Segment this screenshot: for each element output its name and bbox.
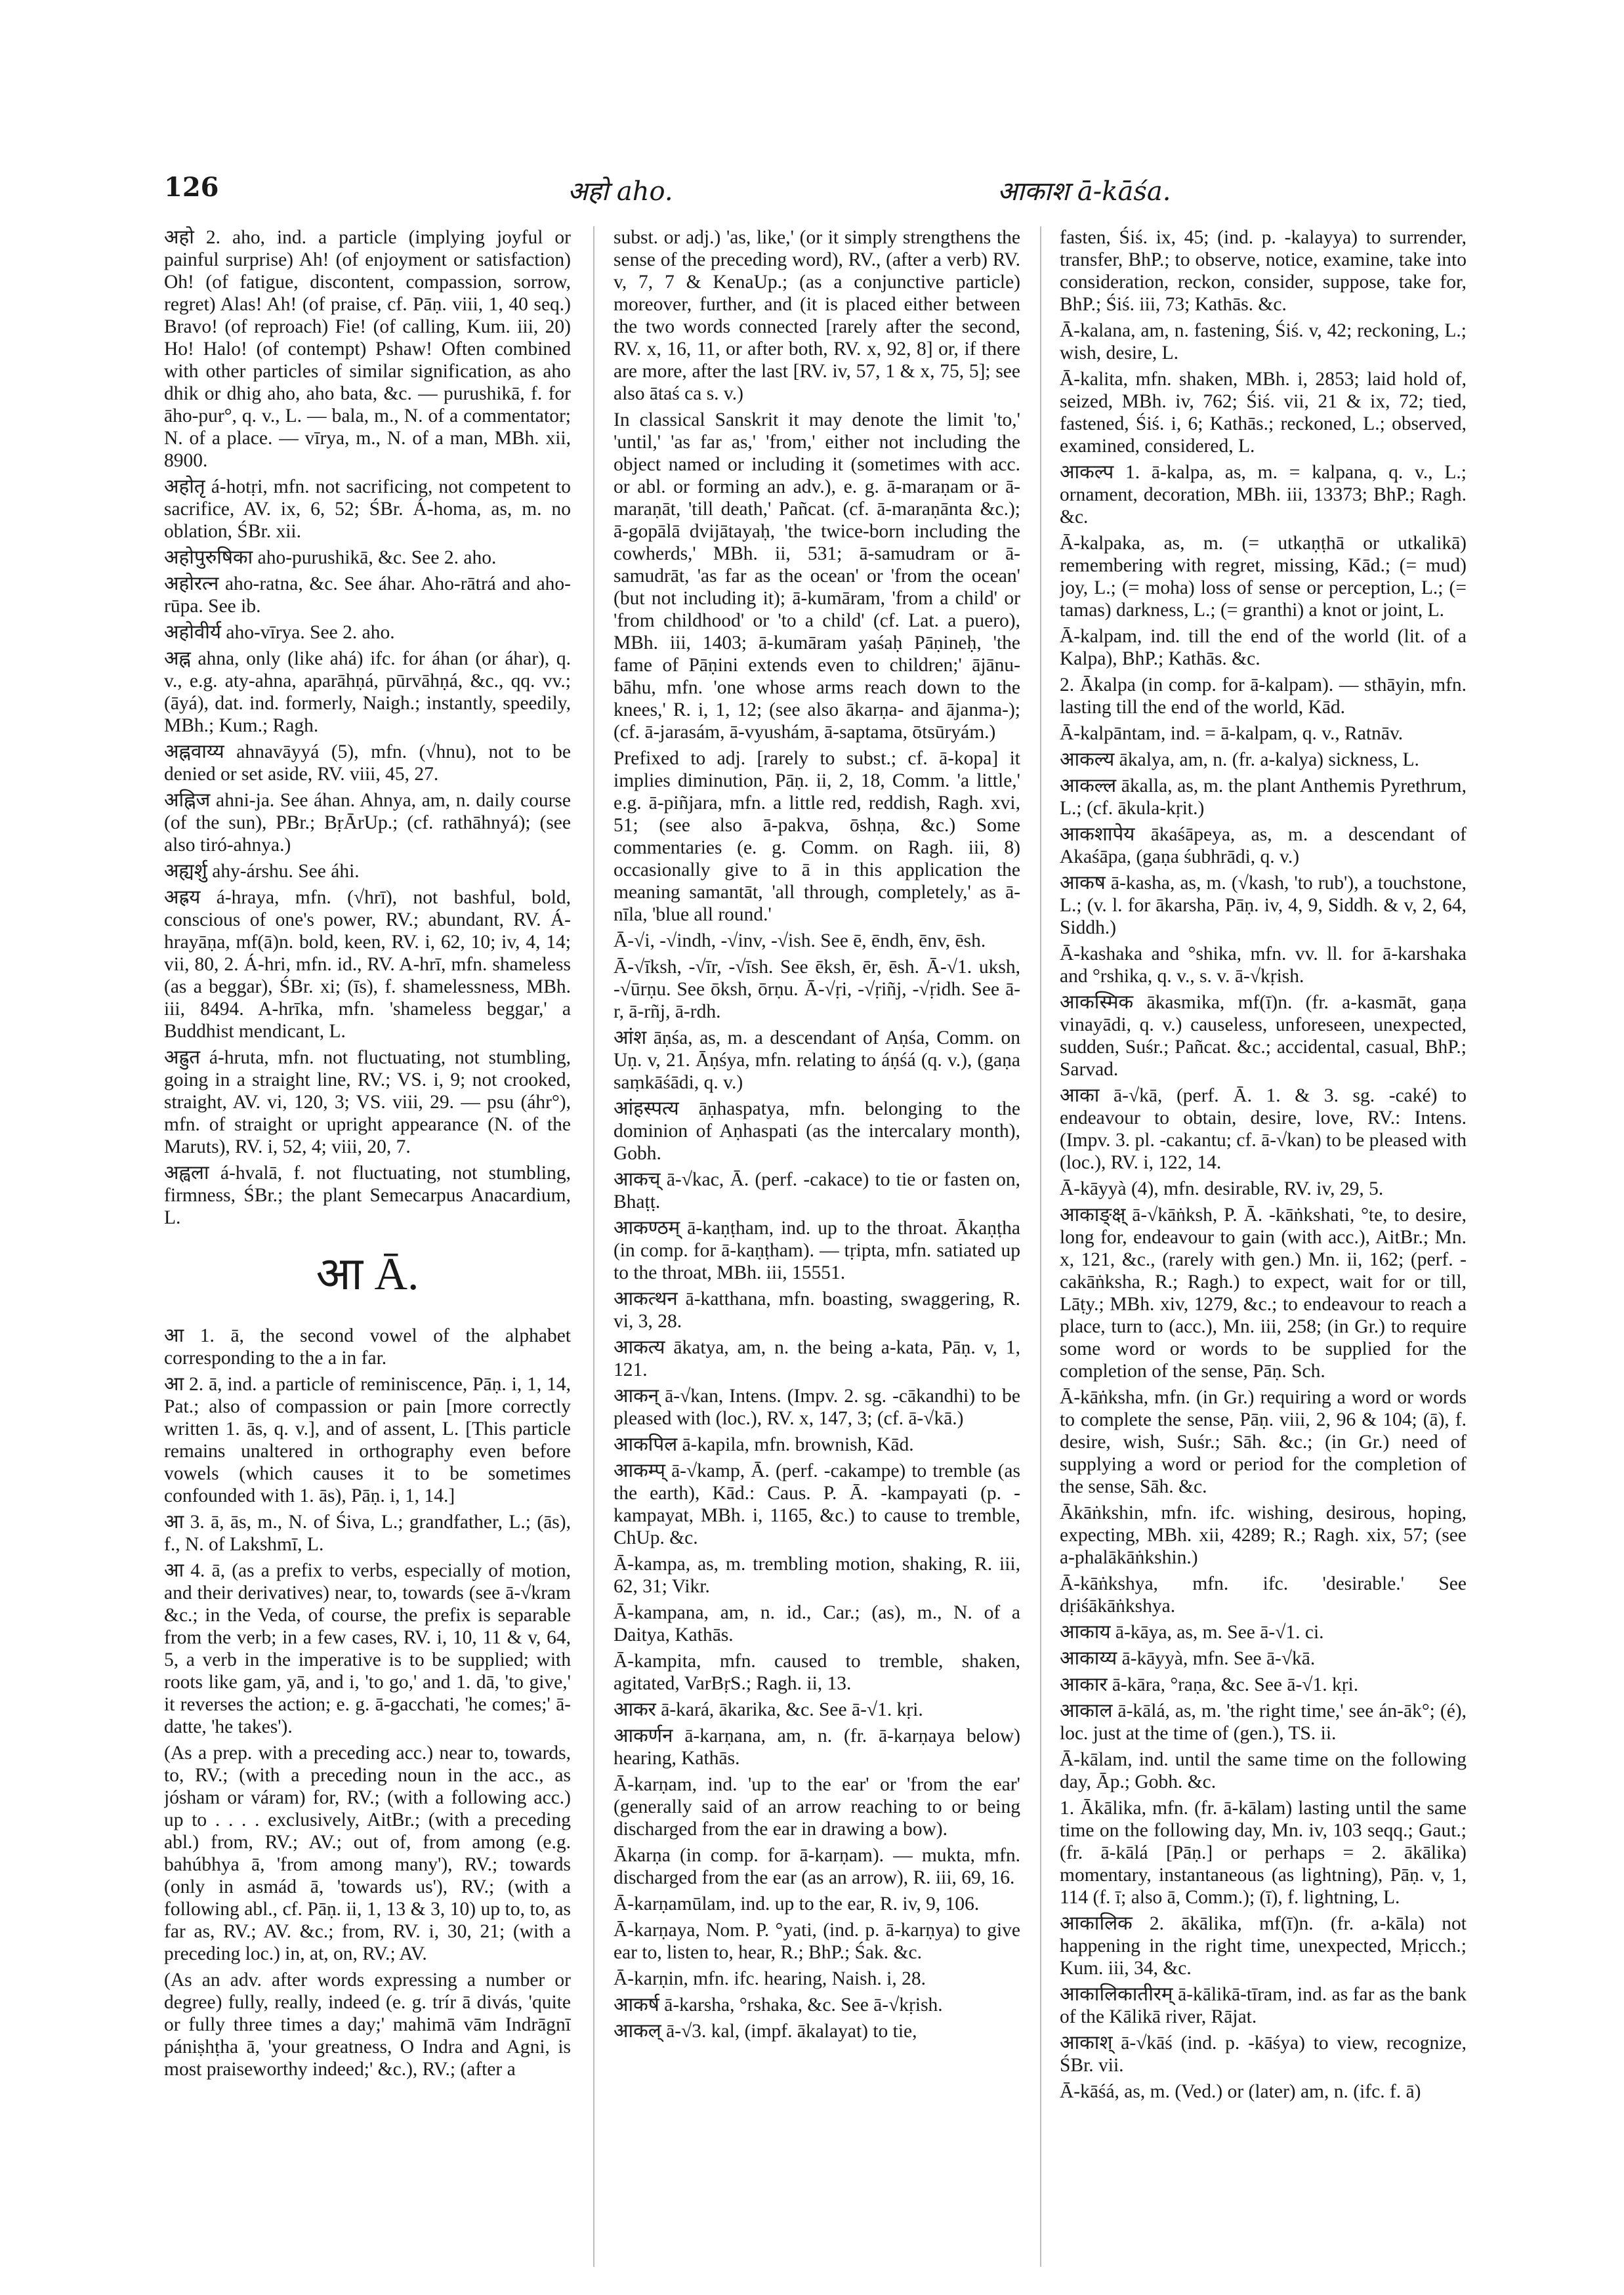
dictionary-entry: Ā-kalpam, ind. till the end of the world (lit. of a Kalpa), BhP.; Kathās. &c.	[1060, 626, 1467, 669]
dictionary-entry: आकाश् ā-√kāś (ind. p. -kāśya) to view, recognize, ŚBr. vii.	[1060, 2033, 1467, 2076]
dictionary-entry: Ā-kalita, mfn. shaken, MBh. i, 2853; laid hold of, seized, MBh. iv, 762; Śiś. vii, 21 & ix, 72; tied, fastened, Śiś. i, 6; Kathās.; reckoned, L.; observed, examined, considered, L.	[1060, 369, 1467, 457]
dictionary-entry: अह्रय á-hraya, mfn. (√hrī), not bashful, bold, conscious of one's power, RV.; abundant, RV. Á-hrayāṇa, mf(ā)n. bold, keen, RV. i, 62, 10; iv, 4, 14; vii, 80, 2. Á-hri, mfn. id., RV. A-hrī, mfn. shameless (as a beggar), ŚBr. xi; (īs), f. shamelessness, MBh. iii, 8494. A-hrīka, mfn. 'shameless beggar,' a Buddhist mendicant, L.	[164, 887, 571, 1042]
dictionary-entry: आका ā-√kā, (perf. Ā. 1. & 3. sg. -caké) to endeavour to obtain, desire, love, RV.: Intens. (Impv. 3. pl. -cakantu; cf. ā-√kan) to be pleased with (loc.), RV. i, 122, 14.	[1060, 1085, 1467, 1173]
dictionary-entry: Ā-karṇamūlam, ind. up to the ear, R. iv, 9, 106.	[614, 1893, 980, 1914]
dictionary-entry: अहो 2. aho, ind. a particle (implying joyful or painful surprise) Ah! (of enjoyment or satisfaction) Oh! (of fatigue, discontent, compassion, sorrow, regret) Alas! Ah! (of praise, cf. Pāṇ. viii, 1, 40 seq.) Bravo! (of reproach) Fie! (of calling, Kum. iii, 20) Ho! Halo! (of contempt) Pshaw! Often combined with other particles of similar signification, as aho dhik or dhig aho, aho bata, &c. — purushikā, f. for āho-pur°, q. v., L. — bala, m., N. of a commentator; N. of a place. — vīrya, m., N. of a man, MBh. xii, 8900.	[164, 227, 571, 471]
dictionary-entry: Ā-kampita, mfn. caused to tremble, shaken, agitated, VarBṛS.; Ragh. ii, 13.	[614, 1651, 1020, 1694]
dictionary-entry: 1. Ākālika, mfn. (fr. ā-kālam) lasting until the same time on the following day, Mn. iv, 103 seqq.; Gaut.; (fr. ā-kālá [Pāṇ.] or perhaps = 2. ākālika) momentary, instantaneous (as lightning), Pāṇ. v, 1, 114 (f. ī; also ā, Comm.); (ī), f. lightning, L.	[1060, 1798, 1467, 1908]
dictionary-entry: आकल्ल ākalla, as, m. the plant Anthemis Pyrethrum, L.; (cf. ākula-kṛit.)	[1060, 775, 1467, 819]
dictionary-entry: आ 4. ā, (as a prefix to verbs, especially of motion, and their derivatives) near, to, towards (see ā-√kram &c.; in the Veda, of course, the prefix is separable from the verb; in a few cases, RV. i, 10, 11 & v, 64, 5, a verb in the imperative is to be supplied; with roots like gam, yā, and i, 'to go,' and 1. dā, 'to give,' it reverses the action; e. g. ā-gacchati, 'he comes;' ā-datte, 'he takes').	[164, 1560, 571, 1737]
dictionary-entry: Ā-karṇaya, Nom. P. °yati, (ind. p. ā-karṇya) to give ear to, listen to, hear, R.; BhP.; Śak. &c.	[614, 1920, 1020, 1963]
dictionary-entry: आकस्मिक ākasmika, mf(ī)n. (fr. a-kasmāt, gaṇa vinayādi, q. v.) causeless, unforeseen, unexpected, sudden, Suśr.; Pañcat. &c.; accidental, casual, BhP.; Sarvad.	[1060, 992, 1467, 1080]
dictionary-entry: आकार ā-kāra, °raṇa, &c. See ā-√1. kṛi.	[1060, 1674, 1359, 1695]
dictionary-entry: अह्वला á-hvalā, f. not fluctuating, not stumbling, firmness, ŚBr.; the plant Semecarpus Anacardium, L.	[164, 1163, 571, 1228]
dictionary-entry: आकत्थन ā-katthana, mfn. boasting, swaggering, R. vi, 3, 28.	[614, 1289, 1020, 1332]
dictionary-entry: आकर्णन ā-karṇana, am, n. (fr. ā-karṇaya below) hearing, Kathās.	[614, 1726, 1020, 1769]
dictionary-entry: आकशापेय ākaśāpeya, as, m. a descendant of Akaśāpa, (gaṇa śubhrādi, q. v.)	[1060, 824, 1467, 867]
dictionary-entry: अहोपुरुषिका aho-purushikā, &c. See 2. aho.	[164, 547, 497, 568]
dictionary-entry: आकण्ठम् ā-kaṇṭham, ind. up to the throat. Ākaṇṭha (in comp. for ā-kaṇṭham). — tṛipta, mfn. satiated up to the throat, MBh. iii, 15551.	[614, 1218, 1020, 1283]
dictionary-entry: आकर्ष ā-karsha, °rshaka, &c. See ā-√kṛish.	[614, 1995, 943, 2016]
dictionary-entry: Ākarṇa (in comp. for ā-karṇam). — mukta, mfn. discharged from the ear (as an arrow), R. iii, 69, 16.	[614, 1845, 1020, 1888]
dictionary-entry: Ā-kāyyà (4), mfn. desirable, RV. iv, 29, 5.	[1060, 1178, 1384, 1199]
dictionary-entry: आकल्य ākalya, am, n. (fr. a-kalya) sickness, L.	[1060, 749, 1419, 770]
left-running-head: अहो aho.	[568, 176, 673, 207]
dictionary-entry: आकालिक 2. ākālika, mf(ī)n. (fr. a-kāla) not happening in the right time, unexpected, Mṛicch.; Kum. iii, 34, &c.	[1060, 1913, 1467, 1979]
column-3	[1060, 226, 1467, 2267]
dictionary-entry: आकाल ā-kālá, as, m. 'the right time,' see án-āk°; (é), loc. just at the time of (gen.), TS. ii.	[1060, 1701, 1467, 1744]
column-divider	[593, 226, 594, 2267]
dictionary-entry: आकालिकातीरम् ā-kālikā-tīram, ind. as far as the bank of the Kālikā river, Rājat.	[1060, 1984, 1467, 2027]
dictionary-entry: आकल्प 1. ā-kalpa, as, m. = kalpana, q. v., L.; ornament, decoration, MBh. iii, 13373; BhP.; Ragh. &c.	[1060, 462, 1467, 527]
dictionary-entry: अह्रुत á-hruta, mfn. not fluctuating, not stumbling, going in a straight line, RV.; VS. i, 9; not crooked, straight, AV. vi, 120, 3; VS. viii, 29. — psu (áhr°), mfn. of straight or upright appearance (N. of the Maruts), RV. i, 52, 4; viii, 20, 7.	[164, 1047, 571, 1157]
dictionary-entry: 2. Ākalpa (in comp. for ā-kalpam). — sthāyin, mfn. lasting till the end of the world, Kād.	[1060, 674, 1467, 718]
dictionary-entry: अहोतृ á-hotṛi, mfn. not sacrificing, not competent to sacrifice, AV. ix, 6, 52; ŚBr. Á-homa, as, m. no oblation, ŚBr. xii.	[164, 476, 571, 542]
page-header	[164, 172, 1460, 211]
dictionary-entry: Ā-√īksh, -√īr, -√īsh. See ēksh, ēr, ēsh. Ā-√1. uksh, -√ūrṇu. See ōksh, ōrṇu. Ā-√ṛi, -√ṛiñj, -√ṛidh. See ā-r, ā-rñj, ā-rdh.	[614, 957, 1020, 1022]
dictionary-entry: आकत्य ākatya, am, n. the being a-kata, Pāṇ. v, 1, 121.	[614, 1337, 1020, 1380]
dictionary-entry: Ā-kalpaka, as, m. (= utkaṇṭhā or utkalikā) remembering with regret, missing, Kād.; (= mud) joy, L.; (= moha) loss of sense or perception, L.; (= tamas) darkness, L.; (= granthi) a knot or joint, L.	[1060, 533, 1467, 621]
dictionary-entry: Prefixed to adj. [rarely to subst.; cf. ā-kopa] it implies diminution, Pāṇ. ii, 2, 18, Comm. 'a little,' e.g. ā-piñjara, mfn. a little red, reddish, Ragh. xvi, 51; (see also ā-pakva, ōshṇa, &c.) Some commentaries (e. g. Comm. on Ragh. iii, 8) occasionally give to ā in this application the meaning samantāt, 'all through, completely,' as ā-nīla, 'blue all round.'	[614, 748, 1020, 925]
page-number: 126	[164, 172, 219, 203]
dictionary-entry: आंहस्पत्य āṇhaspatya, mfn. belonging to the dominion of Aṇhaspati (as the intercalary month), Gobh.	[614, 1098, 1020, 1164]
dictionary-entry: Ā-kampana, am, n. id., Car.; (as), m., N. of a Daitya, Kathās.	[614, 1602, 1020, 1645]
dictionary-entry: Ākāṅkshin, mfn. ifc. wishing, desirous, hoping, expecting, MBh. xii, 4289; R.; Ragh. xix, 57; (see a-phalākāṅkshin.)	[1060, 1502, 1467, 1568]
dictionary-entry: आकपिल ā-kapila, mfn. brownish, Kād.	[614, 1434, 914, 1455]
dictionary-entry: आ 1. ā, the second vowel of the alphabet corresponding to the a in far.	[164, 1325, 571, 1369]
column-1	[164, 226, 571, 2267]
dictionary-entry: Ā-karṇin, mfn. ifc. hearing, Naish. i, 28.	[614, 1968, 926, 1989]
dictionary-entry: Ā-kalana, am, n. fastening, Śiś. v, 42; reckoning, L.; wish, desire, L.	[1060, 320, 1467, 363]
dictionary-entry: आकाय्य ā-kāyyà, mfn. See ā-√kā.	[1060, 1648, 1316, 1669]
dictionary-entry: Ā-kāśá, as, m. (Ved.) or (later) am, n. (ifc. f. ā)	[1060, 2081, 1421, 2102]
dictionary-entry: आकन् ā-√kan, Intens. (Impv. 2. sg. -cākandhi) to be pleased with (loc.), RV. x, 147, 3; (cf. ā-√kā.)	[614, 1386, 1020, 1429]
dictionary-entry: आकच् ā-√kac, Ā. (perf. -cakace) to tie or fasten on, Bhaṭṭ.	[614, 1169, 1020, 1212]
dictionary-entry: Ā-karṇam, ind. 'up to the ear' or 'from the ear' (generally said of an arrow reaching to or being discharged from the ear in drawing a bow).	[614, 1774, 1020, 1840]
dictionary-entry: Ā-kashaka and °shika, mfn. vv. ll. for ā-karshaka and °rshika, q. v., s. v. ā-√kṛish.	[1060, 943, 1467, 987]
dictionary-entry: आ 2. ā, ind. a particle of reminiscence, Pāṇ. i, 1, 14, Pat.; also of compassion or pain [more correctly written 1. ās, q. v.], and of assent, L. [This particle remains unaltered in orthography even before vowels (which causes it to be sometimes confounded with 1. ās), Pāṇ. i, 1, 14.]	[164, 1374, 571, 1506]
dictionary-entry: Ā-kālam, ind. until the same time on the following day, Āp.; Gobh. &c.	[1060, 1749, 1467, 1792]
dictionary-entry: In classical Sanskrit it may denote the limit 'to,' 'until,' 'as far as,' 'from,' either not including the object named or including it (sometimes with acc. or abl. or forming an adv.), e. g. ā-maraṇam or ā-maraṇāt, 'till death,' Pañcat. (cf. ā-maraṇānta &c.); ā-gopālā dvijātayaḥ, 'the twice-born including the cowherds,' MBh. ii, 531; ā-samudram or ā-samudrāt, 'as far as the ocean' or 'from the ocean' (but not including it); ā-kumāram, 'from a child' or 'from childhood' or 'to a child' (cf. Lat. a puero), MBh. iii, 1403; ā-kumāram yaśaḥ Pāṇineḥ, 'the fame of Pāṇini extends even to children;' ājānu-bāhu, mfn. 'one whose arms reach down to the knees,' R. i, 1, 12; (see also ākarṇa- and ājanma-); (cf. ā-jarasám, ā-vyushám, ā-saptama, ōtsūryám.)	[614, 409, 1020, 743]
section-heading: आ Ā.	[316, 1249, 419, 1300]
dictionary-entry: आकष ā-kasha, as, m. (√kash, 'to rub'), a touchstone, L.; (v. l. for ākarsha, Pāṇ. iv, 4, 9, Siddh. & v, 2, 64, Siddh.)	[1060, 873, 1467, 938]
dictionary-entry: (As an adv. after words expressing a number or degree) fully, really, indeed (e. g. trír ā divás, 'quite or fully three times a day;' mahimā vām Indrāgnī pániṣhṭha ā, 'your greatness, O Indra and Agni, is most praiseworthy indeed;' &c.), RV.; (after a	[164, 1970, 571, 2080]
dictionary-entry: आकल् ā-√3. kal, (impf. ākalayat) to tie,	[614, 2021, 917, 2042]
dictionary-entry: आकम्प् ā-√kamp, Ā. (perf. -cakampe) to tremble (as the earth), Kād.: Caus. P. Ā. -kampayati (p. -kampayat, MBh. i, 1165, &c.) to cause to tremble, ChUp. &c.	[614, 1460, 1020, 1548]
dictionary-entry: आकाङ्क्ष् ā-√kāṅksh, P. Ā. -kāṅkshati, °te, to desire, long for, endeavour to gain (with acc.), AitBr.; Mn. x, 121, &c., (rarely with gen.) Mn. ii, 162; (perf. -cakāṅksha, R.; Ragh.) to expect, wait for or till, Lāṭy.; MBh. xiv, 1279, &c.; to endeavour to reach a place, turn to (acc.), Mn. iii, 258; (in Gr.) to require some word or words to be supplied for the completion of the sense, Pāṇ. Sch.	[1060, 1205, 1467, 1382]
dictionary-entry: आंश āṇśa, as, m. a descendant of Aṇśa, Comm. on Uṇ. v, 21. Āṇśya, mfn. relating to áṇśá (q. v.), (gaṇa saṃkāśādi, q. v.)	[614, 1027, 1020, 1093]
dictionary-entry: अहोरत्न aho-ratna, &c. See áhar. Aho-rātrá and aho-rūpa. See ib.	[164, 573, 571, 617]
dictionary-entry: आकाय ā-kāya, as, m. See ā-√1. ci.	[1060, 1622, 1324, 1643]
dictionary-entry: Ā-kāṅkshya, mfn. ifc. 'desirable.' See dṛiśākāṅkshya.	[1060, 1573, 1467, 1617]
right-running-head: आकाश ā-kāśa.	[997, 176, 1171, 207]
column-divider	[1040, 226, 1041, 2267]
dictionary-entry: fasten, Śiś. ix, 45; (ind. p. -kalayya) to surrender, transfer, BhP.; to observe, notice, examine, take into consideration, reckon, consider, suppose, take for, BhP.; Śiś. iii, 73; Kathās. &c.	[1060, 227, 1467, 315]
dictionary-entry: अह्नवाय्य ahnavāyyá (5), mfn. (√hnu), not to be denied or set aside, RV. viii, 45, 27.	[164, 741, 571, 785]
dictionary-entry: Ā-kampa, as, m. trembling motion, shaking, R. iii, 62, 31; Vikr.	[614, 1554, 1020, 1597]
dictionary-entry: अह्न ahna, only (like ahá) ifc. for áhan (or áhar), q. v., e.g. aty-ahna, aparāhṇá, pūrvāhṇá, &c., qq. vv.; (āyá), dat. ind. formerly, Naigh.; instantly, speedily, MBh.; Kum.; Ragh.	[164, 648, 571, 736]
column-2	[614, 226, 1020, 2267]
dictionary-entry: अह्यर्शु ahy-árshu. See áhi.	[164, 861, 360, 882]
dictionary-entry: आकर ā-kará, ākarika, &c. See ā-√1. kṛi.	[614, 1699, 923, 1720]
dictionary-entry: अहोवीर्य aho-vīrya. See 2. aho.	[164, 622, 395, 643]
dictionary-entry: (As a prep. with a preceding acc.) near to, towards, to, RV.; (with a preceding noun in the acc., as jósham or váram) for, RV.; (with a following acc.) up to . . . . exclusively, AitBr.; (with a preceding abl.) from, RV.; AV.; out of, from among (e.g. bahúbhya ā, 'from among many'), RV.; towards (only in asmád ā, 'towards us'), RV.; (with a following abl., cf. Pāṇ. ii, 1, 13 & 3, 10) up to, to, as far as, RV.; AV. &c.; from, RV. i, 30, 21; (with a preceding loc.) in, at, on, RV.; AV.	[164, 1743, 571, 1964]
dictionary-entry: Ā-kalpāntam, ind. = ā-kalpam, q. v., Ratnāv.	[1060, 723, 1404, 744]
dictionary-entry: आ 3. ā, ās, m., N. of Śiva, L.; grandfather, L.; (ās), f., N. of Lakshmī, L.	[164, 1512, 571, 1555]
dictionary-entry: subst. or adj.) 'as, like,' (or it simply strengthens the sense of the preceding word), RV., (after a verb) RV. v, 7, 7 & KenaUp.; (as a conjunctive particle) moreover, further, and (it is placed either between the two words connected [rarely after the second, RV. x, 16, 11, or after both, RV. x, 92, 8] or, if there are more, after the last [RV. iv, 57, 1 & x, 75, 5]; see also ātaś ca s. v.)	[614, 227, 1020, 404]
dictionary-entry: Ā-√i, -√indh, -√inv, -√ish. See ē, ēndh, ēnv, ēsh.	[614, 930, 986, 951]
dictionary-entry: अह्निज ahni-ja. See áhan. Ahnya, am, n. daily course (of the sun), PBr.; BṛĀrUp.; (cf. rathāhnyá); (see also tiró-ahnya.)	[164, 790, 571, 856]
dictionary-entry: Ā-kāṅksha, mfn. (in Gr.) requiring a word or words to complete the sense, Pāṇ. viii, 2, 96 & 104; (ā), f. desire, wish, Suśr.; Sāh. &c.; (in Gr.) need of supplying a word or period for the completion of the sense, Sāh. &c.	[1060, 1387, 1467, 1497]
